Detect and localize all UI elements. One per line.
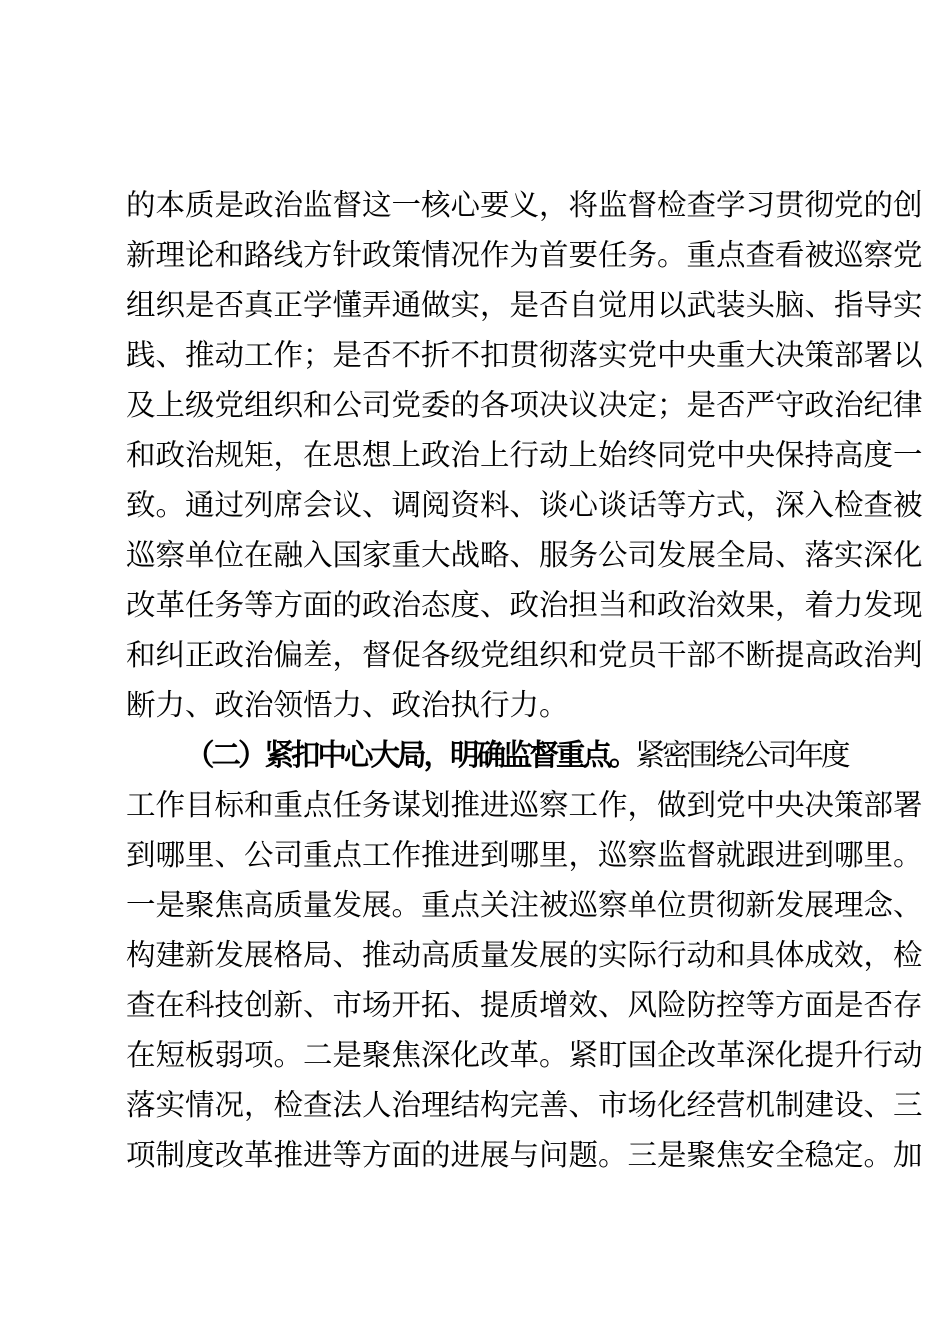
text-run: 落实情况，检查法人治理结构完善、市场化经营机制建设、三 — [126, 1089, 923, 1122]
text-line — [126, 281, 923, 331]
text-run: 查在科技创新、市场开拓、提质增效、风险防控等方面是否存 — [126, 989, 923, 1022]
text-run: 践、推动工作；是否不折不扣贯彻落实党中央重大决策部署以 — [126, 339, 923, 372]
text-run: 构建新发展格局、推动高质量发展的实际行动和具体成效，检 — [126, 939, 923, 972]
text-run: 紧密围绕公司年度 — [635, 739, 848, 772]
text-line — [126, 581, 923, 631]
text-line — [126, 781, 923, 831]
text-run: 的本质是政治监督这一核心要义，将监督检查学习贯彻党的创 — [126, 189, 923, 222]
text-line — [126, 681, 834, 731]
text-run: 改革任务等方面的政治态度、政治担当和政治效果，着力发现 — [126, 589, 923, 622]
text-run: 在短板弱项。二是聚焦深化改革。紧盯国企改革深化提升行动 — [126, 1039, 923, 1072]
text-line — [126, 631, 923, 681]
text-line — [126, 481, 923, 531]
text-run: 到哪里、公司重点工作推进到哪里，巡察监督就跟进到哪里。 — [126, 839, 923, 872]
text-run: 致。通过列席会议、调阅资料、谈心谈话等方式，深入检查被 — [126, 489, 923, 522]
text-line — [126, 431, 923, 481]
text-line — [126, 331, 923, 381]
text-line — [126, 181, 923, 231]
text-run: 巡察单位在融入国家重大战略、服务公司发展全局、落实深化 — [126, 539, 923, 572]
text-line — [126, 981, 923, 1031]
text-run: 项制度改革推进等方面的进展与问题。三是聚焦安全稳定。加 — [126, 1139, 923, 1172]
text-run: 和政治规矩，在思想上政治上行动上始终同党中央保持高度一 — [126, 439, 923, 472]
text-line — [126, 831, 923, 881]
text-run: 工作目标和重点任务谋划推进巡察工作，做到党中央决策部署 — [126, 789, 923, 822]
text-line — [126, 1081, 923, 1131]
text-line-section-heading — [126, 731, 848, 781]
text-run: 组织是否真正学懂弄通做实，是否自觉用以武装头脑、指导实 — [126, 289, 923, 322]
text-line — [126, 931, 923, 981]
section-heading-bold-run: （二）紧扣中心大局，明确监督重点。 — [185, 739, 636, 772]
text-run: 和纠正政治偏差，督促各级党组织和党员干部不断提高政治判 — [126, 639, 923, 672]
text-line — [126, 1131, 923, 1181]
text-run: 及上级党组织和公司党委的各项决议决定；是否严守政治纪律 — [126, 389, 923, 422]
text-run: 断力、政治领悟力、政治执行力。 — [126, 689, 569, 722]
text-line — [126, 881, 923, 931]
text-line — [126, 231, 923, 281]
text-run: 一是聚焦高质量发展。重点关注被巡察单位贯彻新发展理念、 — [126, 889, 923, 922]
text-line — [126, 1031, 923, 1081]
text-line — [126, 531, 923, 581]
text-line — [126, 381, 923, 431]
text-run: 新理论和路线方针政策情况作为首要任务。重点查看被巡察党 — [126, 239, 923, 272]
